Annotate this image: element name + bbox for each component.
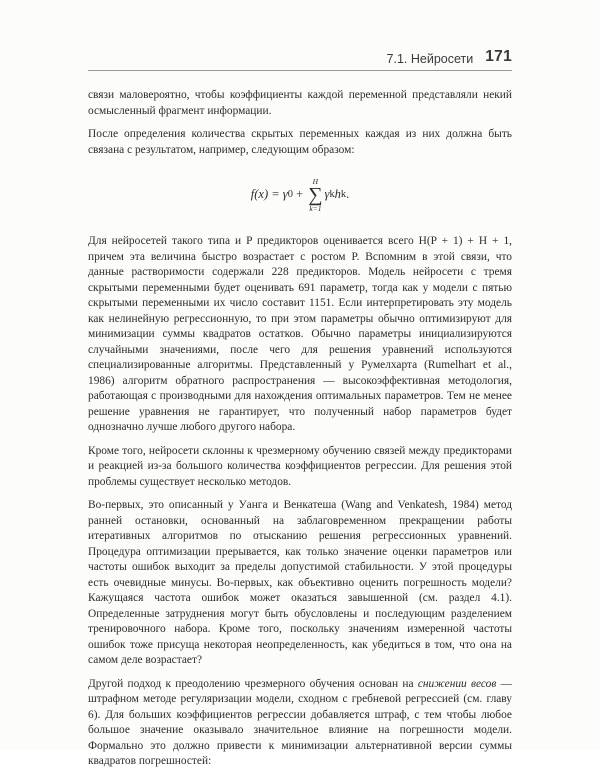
formula-lhs-sub: 0 — [287, 189, 293, 201]
emphasis-term: снижении весов — [417, 677, 497, 690]
sigma-symbol: ∑ — [308, 184, 323, 206]
formula-h: h — [334, 187, 341, 202]
paragraph-5: Во-первых, это описанный у Уанга и Венкатеша (Wang and Venkatesh, 1984) метод ранней остановки, основанный на заблаговременном прекращении работы итеративных алгоритмов по отысканию решения регрессионных уравнений. Процедура оптимизации прерывается, как только значение оценки параметров или частоты ошибок выходит за пределы допустимой стабильности. У этой процедуры есть очевидные минусы. Во-первых, как объективно оценить погрешность модели? Кажущаяся частота ошибок может оказаться завышенной (см. раздел 4.1). Определенные затруднения могут быть обусловлены и последующим разделением тренировочного набора. Кроме того, поскольку значениям измеренной частоты ошибок тоже присуща некоторая неопределенность, как убедиться в том, что она на самом деле возрастает? — [88, 499, 512, 666]
paragraph-1: связи маловероятно, чтобы коэффициенты каждой переменной представляли некий осмысленный фрагмент информации. — [88, 89, 512, 117]
running-head — [88, 46, 512, 66]
formula — [88, 166, 512, 224]
paragraph-6-end: — штрафном методе регуляризации модели, сходном с гребневой регрессией (см. главу 6). Для больших коэффициентов регрессии добавляется штраф, с тем чтобы любое большое значение оказывало значительное влияние на погрешности модели. Формально это должно привести к минимизации альтернативной версии суммы квадратов погрешностей: — [88, 677, 512, 767]
formula-h-sub: k — [340, 189, 347, 201]
formula-end: . — [346, 187, 350, 202]
paragraph-3: Для нейросетей такого типа и P предикторов оценивается всего H(P + 1) + H + 1, причем эта величина быстро возрастает с ростом P. Вспомним в этой связи, что данные растворимости содержали 228 предикторов. Модель нейросети с тремя скрытыми переменными будет оценивать 691 параметр, тогда как у модели с пятью скрытыми переменными их число составит 1151. Если интерпретировать эту модель как нелинейную регрессионную, то при этом параметры обычно оптимизируют для минимизации суммы квадратов остатков. Обычно параметры инициализируются случайными значениями, после чего для решения уравнений используются специализированные алгоритмы. Представленный у Румелхарта (Rumelhart et al., 1986) алгоритм обратного распространения — высокоэффективная методология, работающая с производными для нахождения оптимальных параметров. Тем не менее решение уравнения не гарантирует, что полученный набор параметров будет однозначно лучше любого другого набора. — [88, 235, 512, 433]
page-number: 171 — [485, 48, 512, 65]
formula-plus: + — [292, 187, 307, 202]
paragraph-6 — [88, 677, 512, 770]
sum-upper-limit: H — [312, 176, 319, 186]
formula-lhs: f(x) = γ — [250, 187, 288, 202]
paragraph-6-start: Другой подход к преодолению чрезмерного обучения основан на — [88, 677, 418, 690]
body-text — [88, 88, 512, 778]
paragraph-2: После определения количества скрытых переменных каждая из них должна быть связана с результатом, например, следующим образом: — [88, 128, 512, 156]
paragraph-4: Кроме того, нейросети склонны к чрезмерному обучению связей между предикторами и реакцией из-за большого количества коэффициентов регрессии. Для решения этой проблемы существует несколько методов. — [88, 444, 512, 488]
header-rule — [88, 70, 512, 71]
formula-gamma: γ — [324, 187, 330, 202]
formula-gamma-sub: k — [329, 189, 335, 201]
sum-lower-limit: k=1 — [309, 204, 322, 213]
formula-sum — [308, 178, 322, 213]
section-title: 7.1. Нейросети — [386, 52, 474, 66]
